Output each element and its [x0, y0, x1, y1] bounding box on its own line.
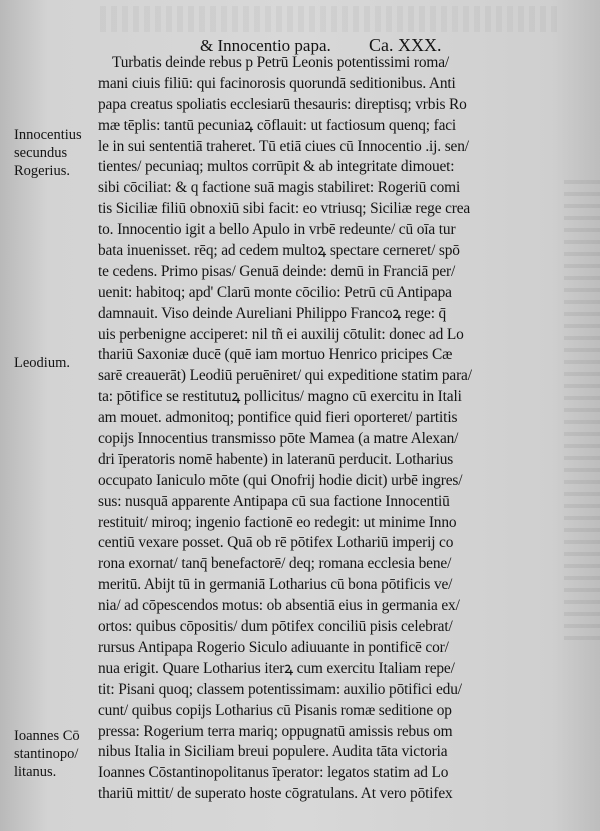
- text-line: am mouet. admonitoq; pontifice quid fieri oporteret/ partitis: [98, 409, 458, 427]
- bleed-through-ghost-header: [100, 6, 560, 32]
- main-text-block: [98, 53, 573, 805]
- margin-note-line: Leodium.: [14, 355, 70, 371]
- text-line: rona exornat/ tanq̄ benefactorē/ deq; romana ecclesia bene/: [98, 555, 452, 573]
- margin-note-innocentius: [14, 126, 104, 180]
- text-line: to. Innocentio igit a bello Apulo in vrbē redeunte/ cū oīa tur: [98, 221, 456, 239]
- text-line: sus: nusquā apparente Antipapa cū sua factione Innocentiū: [98, 492, 450, 510]
- margin-note-line: secundus: [14, 145, 68, 161]
- running-head-title: & Innocentio papa.: [200, 36, 331, 55]
- text-line: Turbatis deinde rebus p Petrū Leonis potentissimi roma/: [112, 54, 450, 71]
- text-line: te cedens. Primo pisas/ Genuā deinde: demū in Franciā per/: [98, 262, 456, 280]
- margin-note-line: litanus.: [14, 764, 57, 780]
- text-line: occupato Ianiculo mōte (qui Onofrij hodie dicit) urbē ingres/: [98, 471, 463, 489]
- margin-note-ioannes: [14, 727, 104, 781]
- text-line: ortos: quibus cōpositis/ dum pōtifex conciliū pisis celebrat/: [98, 618, 453, 636]
- text-line: rursus Antipapa Rogerio Siculo adiuuante in pontificē cor/: [98, 638, 449, 656]
- text-line: nibus Italia in Siciliam breui populere. Audita tāta victoria: [98, 743, 448, 761]
- text-line: bata inuenisset. rēq; ad cedem multoꝝ spectare cerneret/ spō: [98, 242, 460, 260]
- text-line: pressa: Rogerium terra mariq; oppugnatū amissis rebus om: [98, 722, 453, 740]
- text-line: papa creatus spoliatis ecclesiarū thesauris: direptisq; vrbis Ro: [98, 95, 467, 113]
- text-line: ta: pōtifice se restitutuꝝ pollicitus/ magno cū exercitu in Itali: [98, 388, 462, 406]
- text-line: tis Siciliæ filiū obnoxiū sibi facit: eo vtriusq; Siciliæ rege crea: [98, 200, 471, 218]
- margin-note-line: Rogerius.: [14, 163, 70, 179]
- text-line: thariū Saxoniæ ducē (quē iam mortuo Henrico pricipes Cæ: [98, 346, 453, 364]
- text-line: sarē creauerāt) Leodiū peruēniret/ qui expeditione statim para/: [98, 367, 472, 385]
- text-line: restituit/ miroq; ingenio factionē eo redegit: ut minime Inno: [98, 513, 457, 531]
- text-line: damnauit. Viso deinde Aureliani Philippo Francoꝝ rege: q̄: [98, 304, 447, 322]
- text-line: copijs Innocentius transmisso pōte Mamea (a matre Alexan/: [98, 430, 459, 448]
- margin-note-line: Ioannes Cō: [14, 728, 80, 744]
- text-line: dri īperatoris nomē habente) in lateranū perducit. Lotharius: [98, 450, 454, 468]
- margin-note-leodium: [14, 354, 104, 372]
- text-line: centiū vexare posset. Quā ob rē pōtifex Lothariū imperij co: [98, 534, 454, 552]
- text-line: tientes/ pecuniaq; multos corrūpit & ab integritate dimouet:: [98, 158, 455, 176]
- text-line: uis perbenigne acciperet: nil tñ ei auxilij cōtulit: donec ad Lo: [98, 325, 464, 343]
- margin-note-line: Innocentius: [14, 127, 82, 143]
- margin-note-line: stantinopo/: [14, 746, 79, 762]
- text-line: sibi cōciliat: & q factione suā magis stabiliret: Rogeriū comi: [98, 179, 461, 197]
- text-line: uenit: habitoq; apd' Clarū monte cōcilio: Petrū cū Antipapa: [98, 283, 452, 301]
- text-line: tit: Pisani quoq; classem potentissimam: auxilio pōtifici edu/: [98, 680, 462, 698]
- text-line: Ioannes Cōstantinopolitanus īperator: legatos statim ad Lo: [98, 764, 449, 782]
- text-line: nua erigit. Quare Lotharius iterꝝ cum exercitu Italiam repe/: [98, 659, 455, 677]
- chapter-number: Ca. XXX.: [369, 35, 442, 55]
- text-line: meritū. Abijt tū in germaniā Lotharius cū bona pōtificis ve/: [98, 576, 453, 594]
- text-line: mani ciuis filiū: qui facinorosis quorundā seditionibus. Anti: [98, 74, 456, 92]
- text-line: thariū mittit/ de superato hoste cōgratulans. At vero pōtifex: [98, 785, 453, 803]
- text-line: le in sui sententiā traheret. Tū etiā ciues cū Innocentio .ij. sen/: [98, 137, 469, 155]
- text-line: mæ tēplis: tantū pecuniaꝝ cōflauit: ut factiosum quenq; faci: [98, 116, 457, 134]
- text-line: cunt/ quibus copijs Lotharius cū Pisanis romæ seditione op: [98, 701, 452, 719]
- text-line: nia/ ad cōpescendos motus: ob absentiā eius in germania ex/: [98, 597, 460, 615]
